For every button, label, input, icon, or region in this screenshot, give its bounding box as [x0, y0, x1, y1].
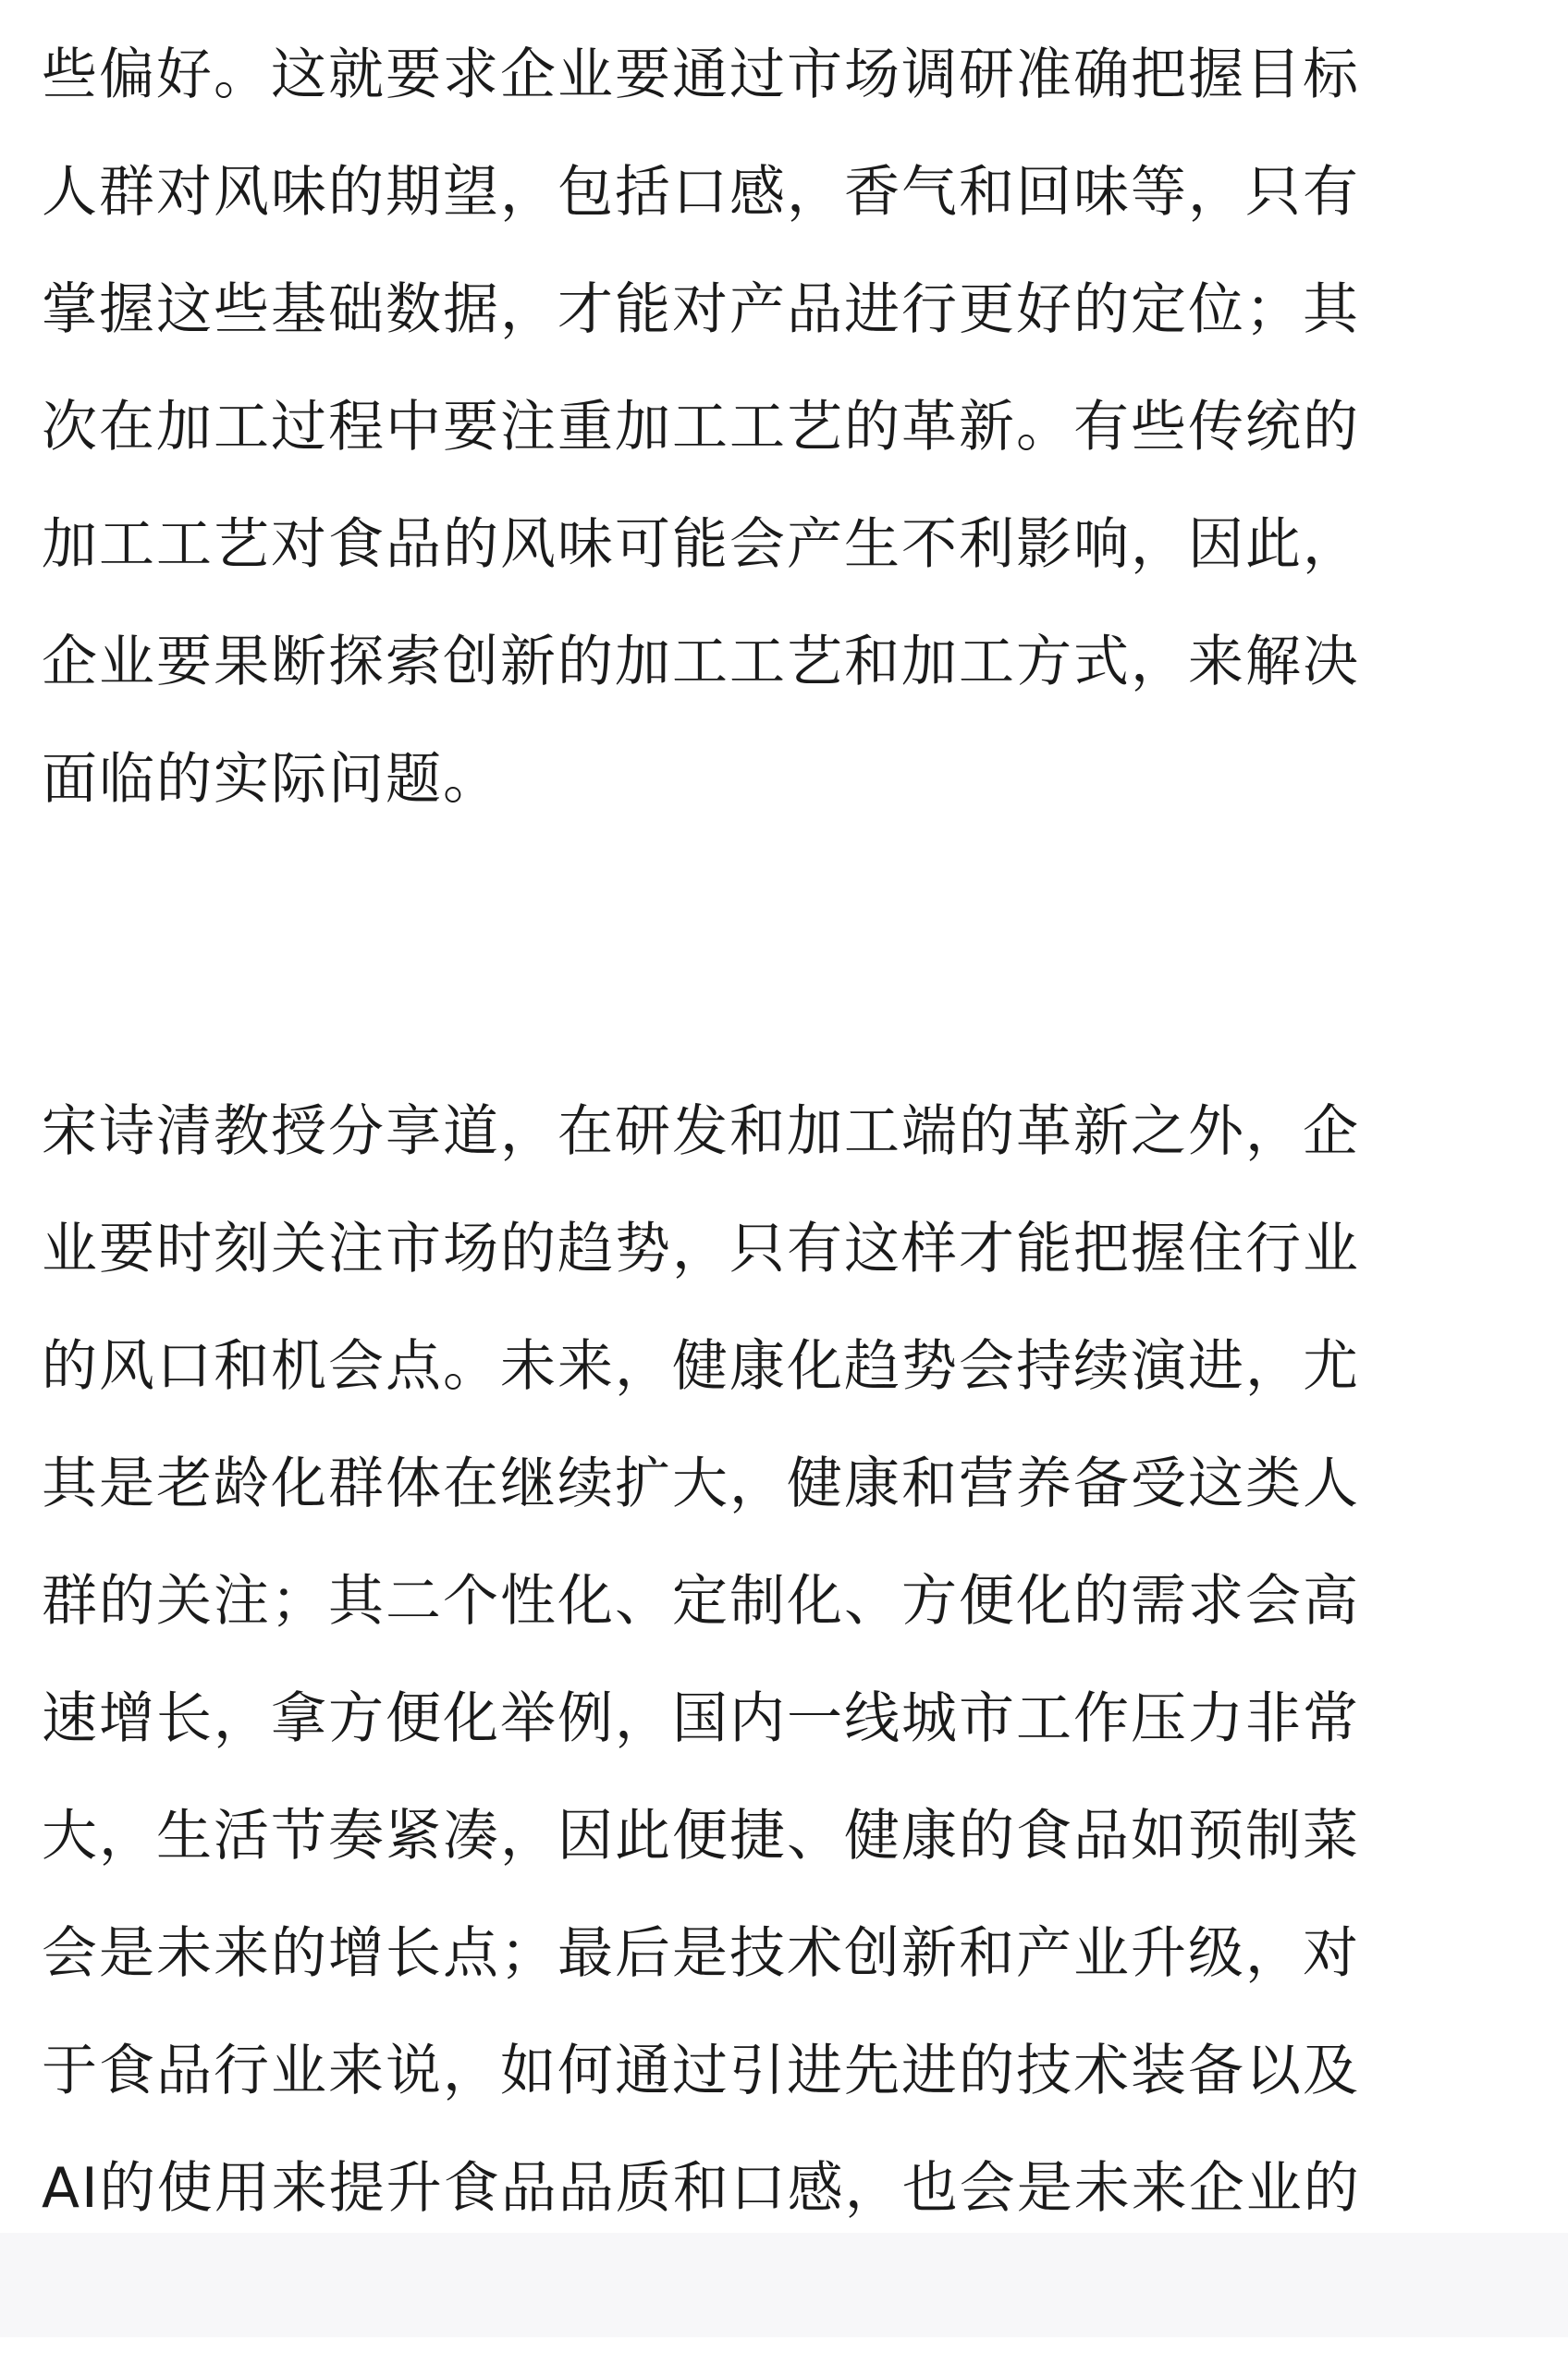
text-line: 宋诗清教授分享道，在研发和加工端的革新之外，企 — [42, 1099, 1360, 1164]
paragraph-1 — [42, 17, 1484, 839]
text-line: 掌握这些基础数据，才能对产品进行更好的定位；其 — [42, 277, 1360, 342]
text-line: 会是未来的增长点；最后是技术创新和产业升级，对 — [42, 1921, 1360, 1986]
text-line: 于食品行业来说，如何通过引进先进的技术装备以及 — [42, 2039, 1360, 2103]
text-line: 业要时刻关注市场的趋势，只有这样才能把握住行业 — [42, 1217, 1360, 1281]
text-line: 人群对风味的期望，包括口感，香气和回味等，只有 — [42, 160, 1360, 225]
text-line: 其是老龄化群体在继续扩大，健康和营养备受这类人 — [42, 1452, 1360, 1516]
paragraph-2 — [42, 1073, 1484, 2365]
text-line: 群的关注；其二个性化、定制化、方便化的需求会高 — [42, 1569, 1360, 1634]
text-line: 面临的实际问题。 — [42, 747, 500, 812]
paragraph-spacer — [42, 839, 1484, 1073]
text-line: 次在加工过程中要注重加工工艺的革新。有些传统的 — [42, 395, 1360, 460]
text-line: 速增长，拿方便化举例，国内一线城市工作压力非常 — [42, 1686, 1360, 1751]
text-line: 企业要果断探索创新的加工工艺和加工方式，来解决 — [42, 630, 1360, 694]
page-footer-band — [0, 2233, 1568, 2337]
article-body — [42, 17, 1484, 2365]
text-line: 些偏好。这就要求企业要通过市场调研准确把握目标 — [42, 43, 1360, 107]
text-line: 加工工艺对食品的风味可能会产生不利影响，因此， — [42, 512, 1360, 577]
text-line: 的风口和机会点。未来，健康化趋势会持续演进，尤 — [42, 1334, 1360, 1399]
text-line: AI的使用来提升食品品质和口感，也会是未来企业的 — [42, 2156, 1361, 2221]
text-line: 大，生活节奏紧凑，因此便捷、健康的食品如预制菜 — [42, 1804, 1360, 1869]
